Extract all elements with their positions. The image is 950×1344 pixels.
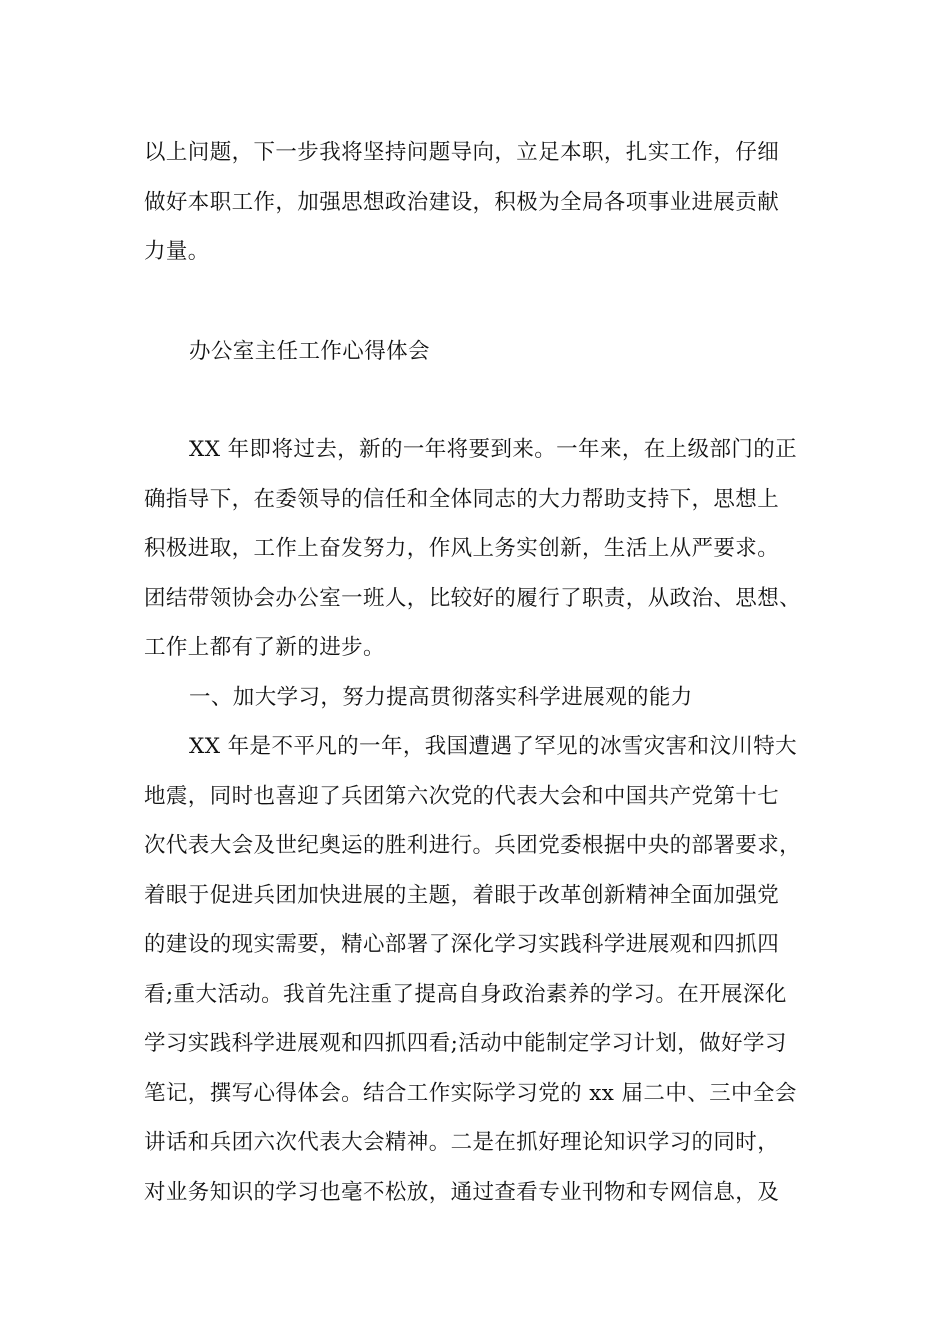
text-line: 的建设的现实需要，精心部署了深化学习实践科学进展观和四抓四 — [144, 932, 780, 957]
text-line: 团结带领协会办公室一班人，比较好的履行了职责，从政治、思想、 — [144, 585, 802, 611]
text-line: 次代表大会及世纪奥运的胜利进行。兵团党委根据中央的部署要求， — [144, 833, 802, 858]
paragraph-overview — [144, 425, 824, 1217]
text-line: 着眼于促进兵团加快进展的主题，着眼于改革创新精神全面加强党 — [144, 882, 780, 908]
text-line: 讲话和兵团六次代表大会精神。二是在抓好理论知识学习的同时， — [144, 1130, 780, 1155]
text-line: 力量。 — [144, 239, 210, 264]
text-line: 看;重大活动。我首先注重了提高自身政治素养的学习。在开展深化 — [144, 981, 787, 1007]
text-line: 积极进取，工作上奋发努力，作风上务实创新，生活上从严要求。 — [144, 536, 780, 561]
text-line: 对业务知识的学习也毫不松放，通过查看专业刊物和专网信息，及 — [144, 1179, 780, 1205]
text-line: 学习实践科学进展观和四抓四看;活动中能制定学习计划，做好学习 — [144, 1031, 787, 1056]
text-line: 地震，同时也喜迎了兵团第六次党的代表大会和中国共产党第十七 — [144, 783, 780, 809]
text-line: XX 年即将过去，新的一年将要到来。一年来，在上级部门的正 — [189, 437, 798, 462]
text-line: 确指导下，在委领导的信任和全体同志的大力帮助支持下，思想上 — [144, 486, 780, 512]
text-line: 笔记，撰写心得体会。结合工作实际学习党的 xx 届二中、三中全会 — [144, 1080, 797, 1106]
text-line: 工作上都有了新的进步。 — [144, 635, 385, 660]
page-title: 办公室主任工作心得体会 — [189, 339, 430, 364]
document-title — [144, 327, 824, 377]
paragraph-intro — [144, 128, 824, 277]
text-line: 以上问题，下一步我将坚持问题导向，立足本职，扎实工作，仔细 — [144, 140, 780, 165]
section-heading: 一、加大学习，努力提高贯彻落实科学进展观的能力 — [189, 684, 693, 710]
text-line: XX 年是不平凡的一年，我国遭遇了罕见的冰雪灾害和汶川特大 — [189, 734, 798, 759]
text-line: 做好本职工作，加强思想政治建设，积极为全局各项事业进展贡献 — [144, 189, 780, 215]
